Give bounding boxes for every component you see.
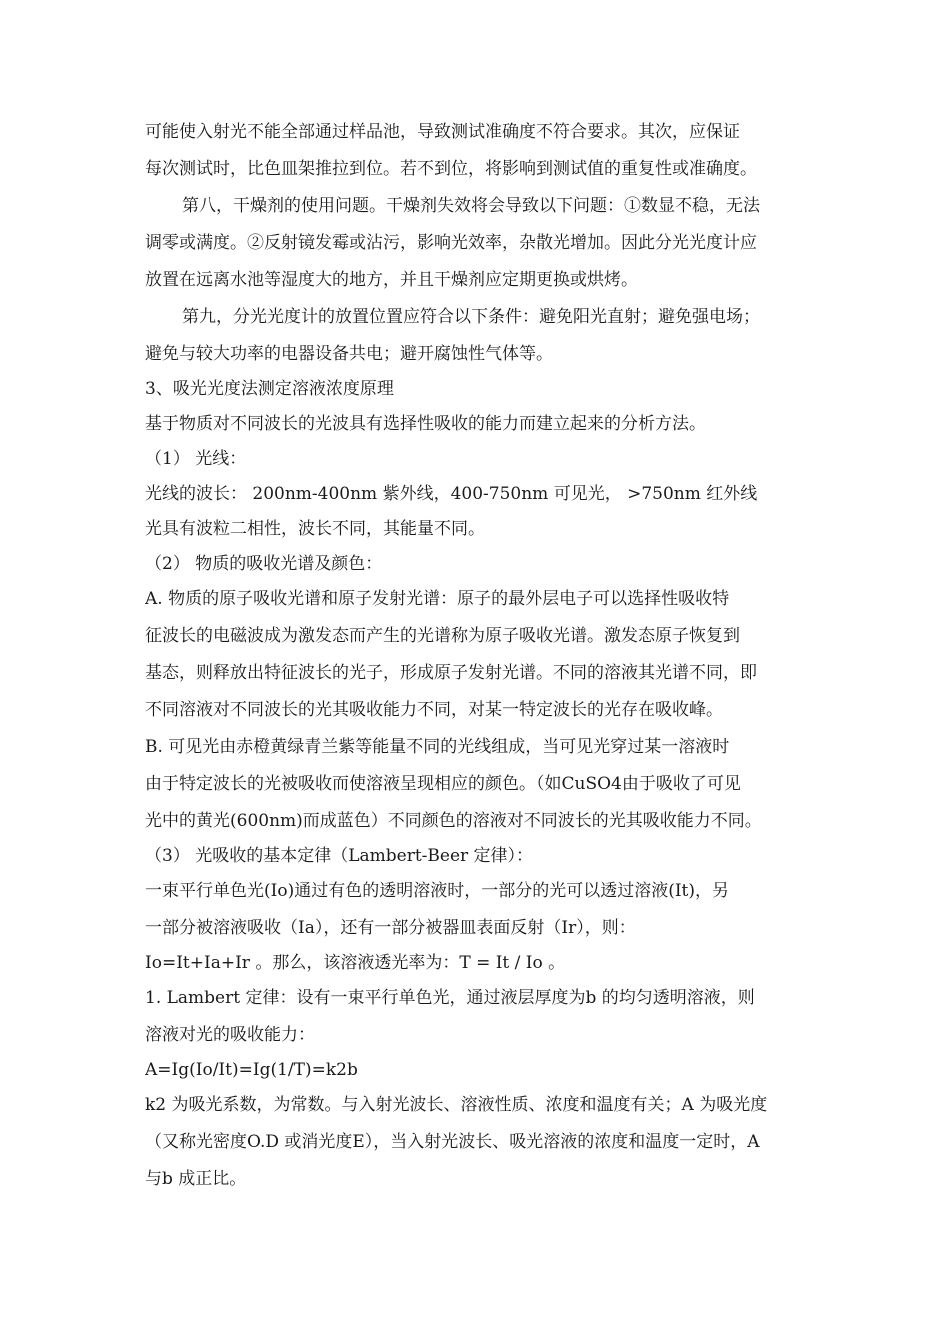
text-line: A. 物质的原子吸收光谱和原子发射光谱：原子的最外层电子可以选择性吸收特 bbox=[145, 589, 730, 609]
text-line: 征波长的电磁波成为激发态而产生的光谱称为原子吸收光谱。激发态原子恢复到 bbox=[145, 626, 740, 646]
text-line: 基态，则释放出特征波长的光子，形成原子发射光谱。不同的溶液其光谱不同，即 bbox=[145, 663, 757, 683]
text-line: 每次测试时，比色皿架推拉到位。若不到位，将影响到测试值的重复性或准确度。 bbox=[145, 159, 757, 179]
text-line: 1. Lambert 定律：设有一束平行单色光，通过液层厚度为b 的均匀透明溶液，则 bbox=[145, 988, 755, 1008]
text-line: 放置在远离水池等湿度大的地方，并且干燥剂应定期更换或烘烤。 bbox=[145, 270, 638, 290]
text-line: 基于物质对不同波长的光波具有选择性吸收的能力而建立起来的分析方法。 bbox=[145, 414, 706, 434]
subsection-heading: （3） 光吸收的基本定律（Lambert-Beer 定律）： bbox=[145, 846, 534, 866]
text-line: 避免与较大功率的电器设备共电；避开腐蚀性气体等。 bbox=[145, 344, 553, 364]
formula-line: A=Ig(Io/It)=Ig(1/T)=k2b bbox=[145, 1060, 358, 1080]
text-line: 与b 成正比。 bbox=[145, 1169, 247, 1189]
text-line: B. 可见光由赤橙黄绿青兰紫等能量不同的光线组成，当可见光穿过某一溶液时 bbox=[145, 737, 730, 757]
text-line: 不同溶液对不同波长的光其吸收能力不同，对某一特定波长的光存在吸收峰。 bbox=[145, 700, 723, 720]
section-heading: 3、吸光光度法测定溶液浓度原理 bbox=[145, 379, 394, 399]
paragraph-start-line: 第八，干燥剂的使用问题。干燥剂失效将会导致以下问题：①数显不稳，无法 bbox=[182, 196, 760, 216]
subsection-heading: （1） 光线： bbox=[145, 449, 247, 469]
paragraph-start-line: 第九，分光光度计的放置位置应符合以下条件：避免阳光直射；避免强电场； bbox=[182, 307, 760, 327]
subsection-heading: （2） 物质的吸收光谱及颜色： bbox=[145, 554, 383, 574]
text-line: 一部分被溶液吸收（Ia），还有一部分被器皿表面反射（Ir），则： bbox=[145, 918, 636, 938]
text-line: （又称光密度O.D 或消光度E），当入射光波长、吸光溶液的浓度和温度一定时，A bbox=[145, 1132, 760, 1152]
text-line: 光具有波粒二相性，波长不同，其能量不同。 bbox=[145, 519, 485, 539]
text-line: 可能使入射光不能全部通过样品池，导致测试准确度不符合要求。其次，应保证 bbox=[145, 122, 740, 142]
text-line: k2 为吸光系数，为常数。与入射光波长、溶液性质、浓度和温度有关；A 为吸光度 bbox=[145, 1095, 768, 1115]
text-line: 光线的波长： 200nm-400nm 紫外线，400-750nm 可见光， >750nm 红外线 bbox=[145, 484, 758, 504]
text-line: 由于特定波长的光被吸收而使溶液呈现相应的颜色。（如CuSO4由于吸收了可见 bbox=[145, 774, 741, 794]
text-line: 光中的黄光(600nm)而成蓝色）不同颜色的溶液对不同波长的光其吸收能力不同。 bbox=[145, 811, 762, 831]
text-line: 溶液对光的吸收能力： bbox=[145, 1025, 315, 1045]
text-line: 调零或满度。②反射镜发霉或沾污，影响光效率，杂散光增加。因此分光光度计应 bbox=[145, 233, 757, 253]
formula-line: Io=It+Ia+Ir 。那么，该溶液透光率为：T = It / Io 。 bbox=[145, 953, 566, 973]
text-line: 一束平行单色光(Io)通过有色的透明溶液时，一部分的光可以透过溶液(It)，另 bbox=[145, 881, 730, 901]
